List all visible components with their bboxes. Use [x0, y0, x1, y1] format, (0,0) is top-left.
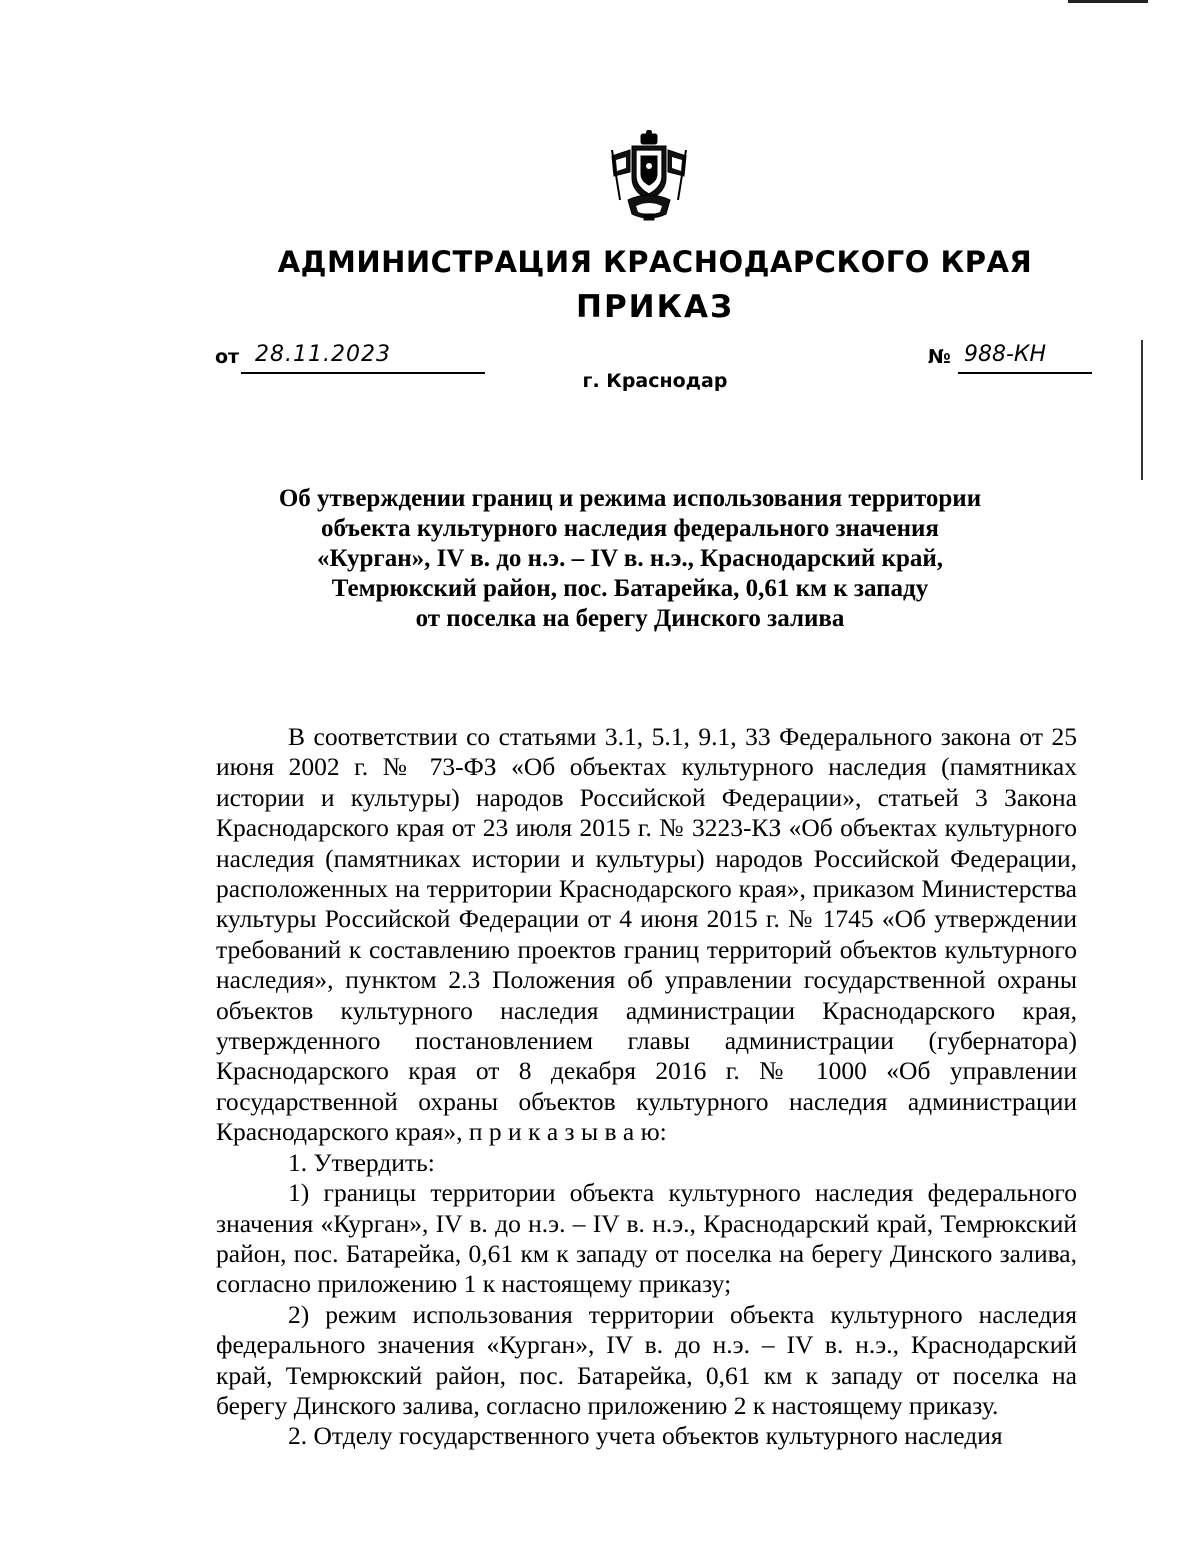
document-type: ПРИКАЗ: [576, 289, 734, 325]
number-prefix: №: [928, 346, 951, 368]
date-value: 28.11.2023: [255, 342, 391, 367]
title-line: «Курган», IV в. до н.э. – IV в. н.э., Краснодарский край,: [316, 545, 944, 572]
city: г. Краснодар: [582, 370, 728, 392]
title-line: объекта культурного наследия федерального значения: [321, 515, 939, 542]
krasnodar-coat-of-arms-icon: [608, 130, 690, 222]
title-line: Темрюкский район, пос. Батарейка, 0,61 км к западу: [331, 575, 929, 602]
document-body: [216, 722, 1077, 1452]
scan-artifact-right: [1141, 340, 1143, 480]
organization-name: АДМИНИСТРАЦИЯ КРАСНОДАРСКОГО КРАЯ: [277, 245, 1033, 279]
item-1: 1. Утвердить:: [288, 1147, 435, 1177]
title-line: от поселка на берегу Динского залива: [415, 605, 845, 632]
item-2: 2. Отделу государственного учета объектов культурного наследия: [288, 1421, 1003, 1451]
date-prefix: от: [215, 346, 240, 368]
number-value: 988-КН: [964, 342, 1047, 367]
preamble-paragraph: В соответствии со статьями 3.1, 5.1, 9.1, 33 Федерального закона от 25 июня 2002 г. № 73-ФЗ «Об объектах культурного наследия (памятниках истории и культуры) народов Российской Федерации», статьей 3 Закона Краснодарского края от 23 июля 2015 г. № 3223-КЗ «Об объектах культурного наследия (памятниках истории и культуры) народов Российской Федерации, расположенных на территории Краснодарского края», приказом Министерства культуры Российской Федерации от 4 июня 2015 г. № 1745 «Об утверждении требований к составлению проектов границ территорий объектов культурного наследия», пунктом 2.3 Положения об управлении государственной охраны объектов культурного наследия администрации Краснодарского края, утвержденного постановлением главы администрации (губернатора) Краснодарского края от 8 декабря 2016 г. № 1000 «Об управлении государственной охраны объектов культурного наследия администрации Краснодарского края», п р и к а з ы в а ю:: [216, 722, 1077, 1147]
document-title: [240, 484, 1020, 634]
scan-artifact-top: [1068, 0, 1148, 3]
title-line: Об утверждении границ и режима использования территории: [278, 485, 982, 512]
item-1-2: 2) режим использования территории объекта культурного наследия федерального значения «Курган», IV в. до н.э. – IV в. н.э., Краснодарский край, Темрюкский район, пос. Батарейка, 0,61 км к западу от поселка на берегу Динского залива, согласно приложению 2 к настоящему приказу.: [216, 1299, 1077, 1420]
item-1-1: 1) границы территории объекта культурного наследия федерального значения «Курган», IV в. до н.э. – IV в. н.э., Краснодарский край, Темрюкский район, пос. Батарейка, 0,61 км к западу от поселка на берегу Динского залива, согласно приложению 1 к настоящему приказу;: [216, 1178, 1077, 1299]
